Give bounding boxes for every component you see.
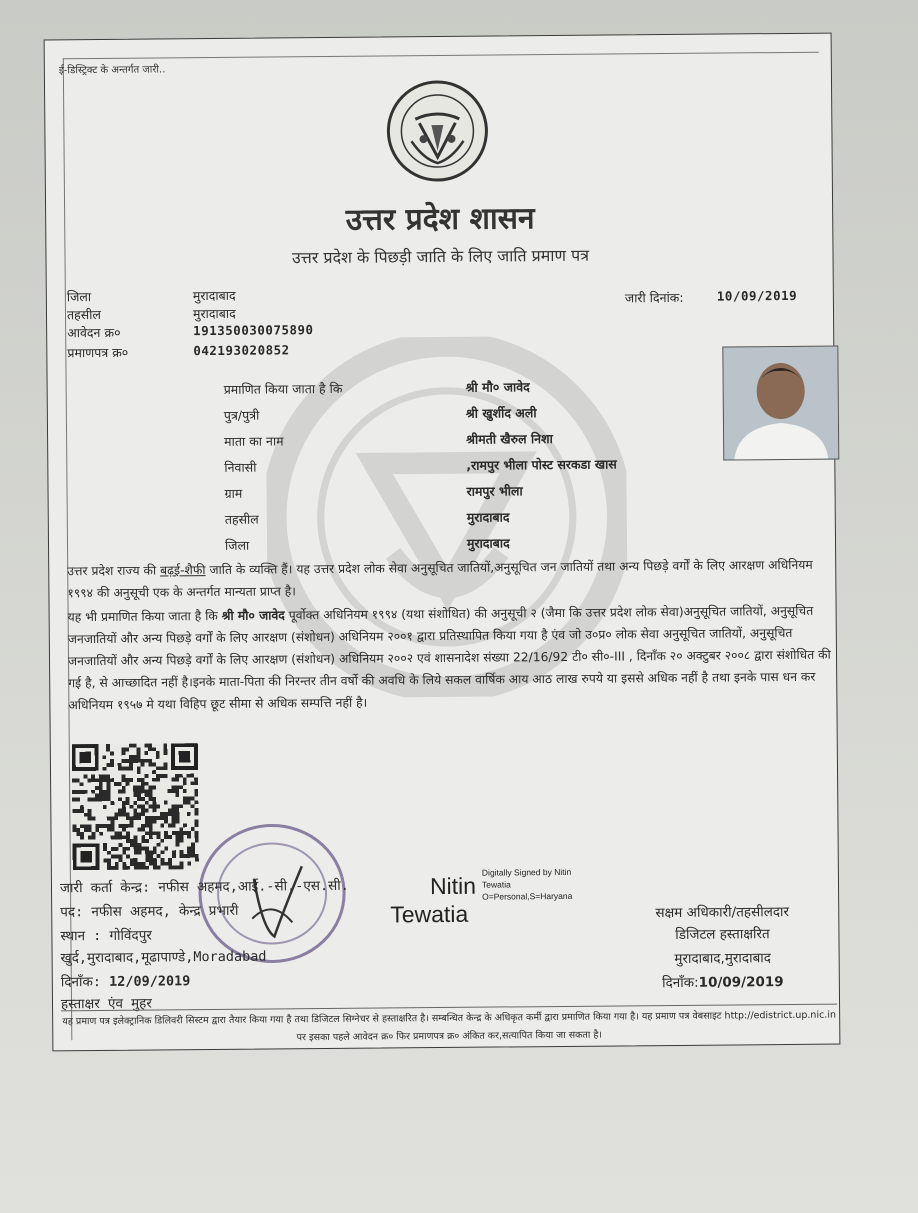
certification-paragraph-part1: यह भी प्रमाणित किया जाता है कि xyxy=(67,608,222,625)
authority-title: सक्षम अधिकारी/तहसीलदार xyxy=(655,903,790,922)
certification-paragraph xyxy=(68,600,839,717)
digital-sig-line2: Tewatia xyxy=(481,879,511,890)
certificate-title: उत्तर प्रदेश के पिछड़ी जाति के लिए जाति प्रमाण पत्र xyxy=(291,245,590,268)
digital-sig-line1: Digitally Signed by Nitin xyxy=(481,866,572,878)
applicant-photo xyxy=(722,346,839,461)
application-no-label: आवेदन क्र० xyxy=(67,324,121,341)
footer-date xyxy=(61,971,191,990)
caste-paragraph-part2: जाति के व्यक्ति हैं। यह उत्तर प्रदेश लोक सेवा अनुसूचित जातियों,अनुसूचित जन जातियों तथा अन्य पिछड़े वर्गों के लिए आरक्षण अधिनियम १९९४ की अनुसूची एक के अन्तर्गत मान्यता प्राप्त है। xyxy=(67,557,813,601)
certificate-no-value: 042193020852 xyxy=(193,342,290,359)
issue-date-value: 10/09/2019 xyxy=(716,287,798,304)
caste-paragraph-part1: उत्तर प्रदेश राज्य की xyxy=(67,563,161,579)
footer-date-value: 12/09/2019 xyxy=(109,973,191,990)
district-label: जिला xyxy=(66,289,92,305)
qr-code-icon xyxy=(69,743,202,870)
details-tehsil-value: मुरादाबाद xyxy=(466,509,510,525)
authority-digitally-signed: डिजिटल हस्ताक्षरित xyxy=(675,926,770,943)
details-district-value: मुरादाबाद xyxy=(466,535,510,551)
application-no-value: 191350030075890 xyxy=(193,322,314,339)
authority-date xyxy=(613,972,833,992)
header-note: ई-डिस्ट्रिक्ट के अन्तर्गत जारी.. xyxy=(58,64,166,77)
digital-sig-line3: O=Personal,S=Haryana xyxy=(482,890,573,902)
details-district-label: जिला xyxy=(224,537,250,553)
certified-value: श्री मौ० जावेद xyxy=(465,379,530,395)
certificate-sheet xyxy=(44,33,841,1052)
son-daughter-label: पुत्र/पुत्री xyxy=(223,407,260,423)
place-line1: स्थान : गोविंदपुर xyxy=(60,927,152,945)
certificate-no-label: प्रमाणपत्र क्र० xyxy=(67,344,129,361)
resident-value: ,रामपुर भीला पोस्ट सरकडा खास xyxy=(466,456,617,473)
son-daughter-value: श्री खुर्शीद अली xyxy=(465,405,537,421)
tehsil-label: तहसील xyxy=(66,306,102,323)
place-line2: खुर्द,मुरादाबाद,मूढापाण्डे,Moradabad xyxy=(60,948,267,967)
digital-sig-first-name: Nitin xyxy=(429,872,477,900)
up-government-emblem-icon xyxy=(385,79,490,184)
caste-name: बढ़ई-शैफी xyxy=(159,563,206,578)
caste-paragraph xyxy=(67,554,837,605)
digital-sig-last-name: Tewatia xyxy=(390,900,469,928)
authority-place: मुरादाबाद,मुरादाबाद xyxy=(674,950,771,967)
village-label: ग्राम xyxy=(224,485,243,501)
issuing-centre: जारी कर्ता केन्द्र: नफीस अहमद,आई.-सी.-एस.सी. xyxy=(59,877,349,897)
district-value: मुरादाबाद xyxy=(192,287,236,304)
authority-date-label: दिनाँक: xyxy=(661,974,699,992)
sign-and-seal: हस्ताक्षर एंव मुहर xyxy=(60,995,152,1013)
certified-label: प्रमाणित किया जाता है कि xyxy=(223,380,343,397)
digital-sig-details xyxy=(482,866,573,903)
mother-name-label: माता का नाम xyxy=(224,433,284,449)
footer-date-label: दिनाँक: xyxy=(60,973,102,991)
tehsil-value: मुरादाबाद xyxy=(192,305,236,322)
authority-date-value: 10/09/2019 xyxy=(698,974,784,991)
government-title: उत्तर प्रदेश शासन xyxy=(345,201,535,238)
details-tehsil-label: तहसील xyxy=(224,511,259,527)
resident-label: निवासी xyxy=(224,459,257,475)
certification-paragraph-part2: पूर्वोक्त अधिनियम १९९४ (यथा संशोधित) की अनुसूची २ (जैमा कि उत्तर प्रदेश लोक सेवा)अनुसूचित जातियों, अनुसूचित जनजातियों और अन्य पिछड़े वर्गों के लिए आरक्षण (संशोधन) अधिनियम २००१ द्वारा प्रतिस्थापित किया गया है एंव जो उ०प्र० लोक सेवा अनुसूचित जातियों, अनुसूचित जनजातियों और अन्य पिछड़े वर्गों के लिए आरक्षण (संशोधन) अधिनियम २००२ एवं शासनादेश संख्या 22/16/92 टी० सी०-III , दिनाँक २० अक्टुबर २००८ द्वारा संशोधित की गई है, से आच्छादित नहीं है।इनके माता-पिता की निरन्तर तीन वर्षो की अवधि के लिये सकल वार्षिक आय आठ लाख रुपये या इससे अधिक नहीं है तथा इनके पास धन कर अधिनियम १९५७ मे यथा विहिप छूट सीमा से अधिक सम्पत्ति नहीं है। xyxy=(67,603,831,713)
village-value: रामपुर भीला xyxy=(466,483,523,499)
mother-name-value: श्रीमती खैरुल निशा xyxy=(466,431,553,447)
designation: पद: नफीस अहमद, केन्द्र प्रभारी xyxy=(60,902,239,921)
person-photo-icon xyxy=(723,347,838,460)
issue-date-label: जारी दिनांक: xyxy=(624,289,684,306)
certification-person-name: श्री मौ० जावेद xyxy=(221,608,285,623)
bottom-verification-note: यह प्रमाण पत्र इलेक्ट्रानिक डिलिवरी सिस्टम द्वारा तैयार किया गया है तथा डिजिटल सिग्नेचर से हस्ताक्षरित है। सम्बन्धित केन्द्र के अधिकृत कर्मी द्वारा प्रमाणित किया गया है। यह प्रमाण पत्र वेबसाइट http://edistrict.up.nic.in पर इसका पहले आवेदन क्र० फिर प्रमाणपत्र क्र० अंकित कर,सत्यापित किया जा सकता है। xyxy=(61,1004,837,1050)
